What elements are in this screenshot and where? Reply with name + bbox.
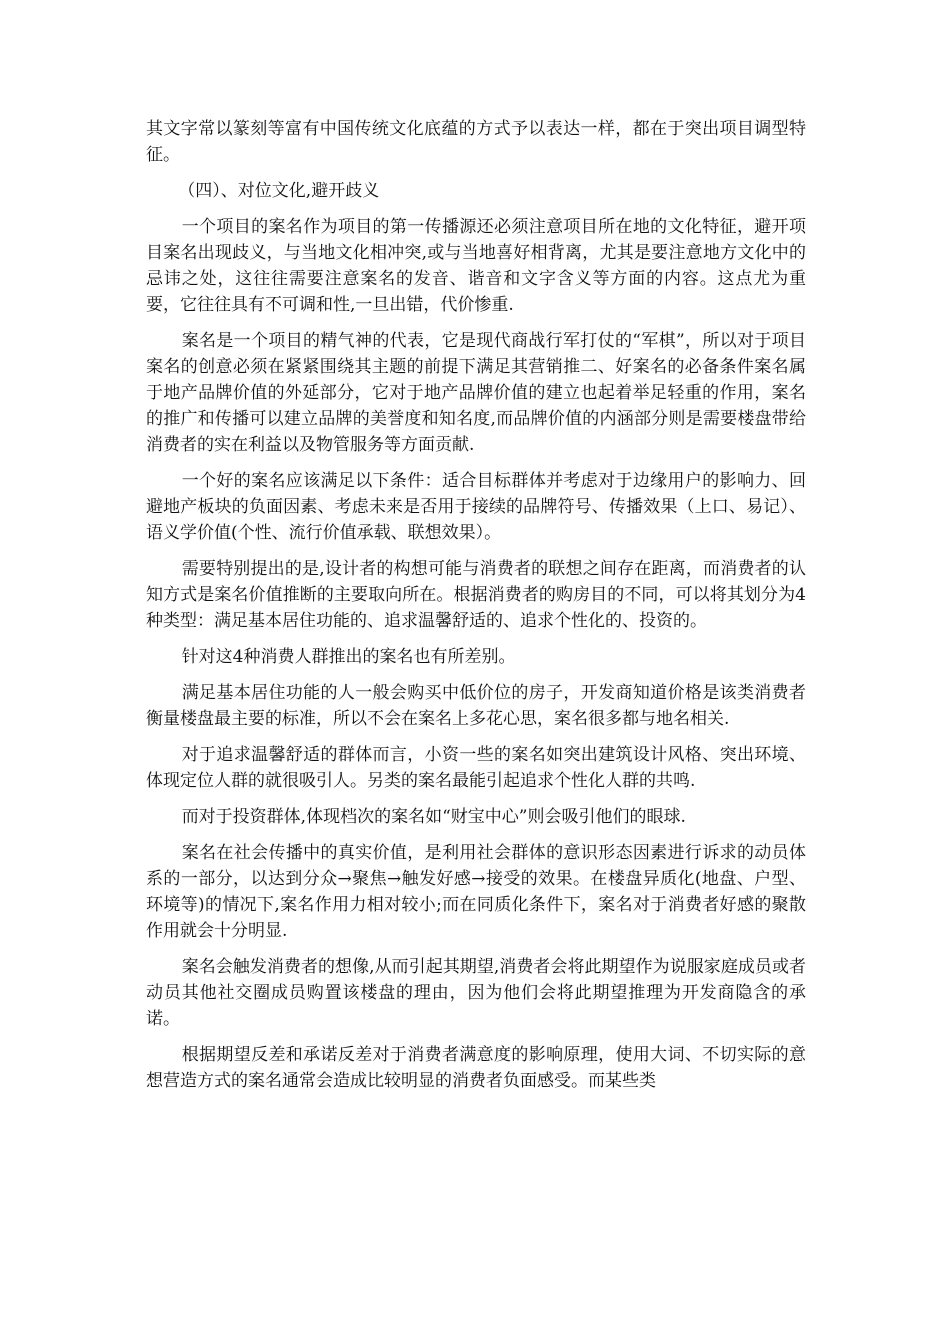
paragraph: 案名是一个项目的精气神的代表，它是现代商战行军打仗的“军棋”，所以对于项目案名的创意必须在紧紧围绕其主题的前提下满足其营销推二、好案名的必备条件案名属于地产品牌价值的外延部分，它对于地产品牌价值的建立也起着举足轻重的作用，案名的推广和传播可以建立品牌的美誉度和知名度,而品牌价值的内涵部分则是需要楼盘带给消费者的实在利益以及物管服务等方面贡献.: [146, 331, 806, 455]
paragraph: 需要特别提出的是,设计者的构想可能与消费者的联想之间存在距离，而消费者的认知方式是案名价值推断的主要取向所在。根据消费者的购房目的不同，可以将其划分为4种类型：满足基本居住功能的、追求温馨舒适的、追求个性化的、投资的。: [146, 559, 806, 631]
paragraph: 满足基本居住功能的人一般会购买中低价位的房子，开发商知道价格是该类消费者衡量楼盘最主要的标准，所以不会在案名上多花心思，案名很多都与地名相关.: [146, 683, 806, 729]
paragraph: 而对于投资群体,体现档次的案名如“财宝中心”则会吸引他们的眼球.: [181, 807, 686, 827]
paragraph: 一个项目的案名作为项目的第一传播源还必须注意项目所在地的文化特征，避开项目案名出现歧义，与当地文化相冲突,或与当地喜好相背离，尤其是要注意地方文化中的忌讳之处，这往往需要注意案名的发音、谐音和文字含义等方面的内容。这点尤为重要，它往往具有不可调和性,一旦出错，代价惨重.: [146, 217, 806, 315]
paragraph: 针对这4种消费人群推出的案名也有所差别。: [181, 647, 516, 667]
paragraph: 案名会触发消费者的想像,从而引起其期望,消费者会将此期望作为说服家庭成员或者动员其他社交圈成员购置该楼盘的理由，因为他们会将此期望推理为开发商隐含的承诺。: [146, 957, 806, 1029]
paragraph: 案名在社会传播中的真实价值，是利用社会群体的意识形态因素进行诉求的动员体系的一部分，以达到分众→聚焦→触发好感→接受的效果。在楼盘异质化(地盘、户型、环境等)的情况下,案名作用力相对较小;而在同质化条件下，案名对于消费者好感的聚散作用就会十分明显.: [146, 843, 806, 941]
paragraph-continuation: 其文字常以篆刻等富有中国传统文化底蕴的方式予以表达一样，都在于突出项目调型特征。: [146, 119, 806, 165]
paragraph: 一个好的案名应该满足以下条件：适合目标群体并考虑对于边缘用户的影响力、回避地产板块的负面因素、考虑未来是否用于接续的品牌符号、传播效果（上口、易记）、语义学价值(个性、流行价值承载、联想效果）。: [146, 471, 806, 543]
section-heading: （四）、对位文化,避开歧义: [178, 181, 380, 201]
document-body: [146, 116, 806, 1104]
paragraph: 对于追求温馨舒适的群体而言，小资一些的案名如突出建筑设计风格、突出环境、体现定位人群的就很吸引人。另类的案名最能引起追求个性化人群的共鸣.: [146, 745, 806, 791]
paragraph: 根据期望反差和承诺反差对于消费者满意度的影响原理，使用大词、不切实际的意想营造方式的案名通常会造成比较明显的消费者负面感受。而某些类: [146, 1045, 806, 1091]
